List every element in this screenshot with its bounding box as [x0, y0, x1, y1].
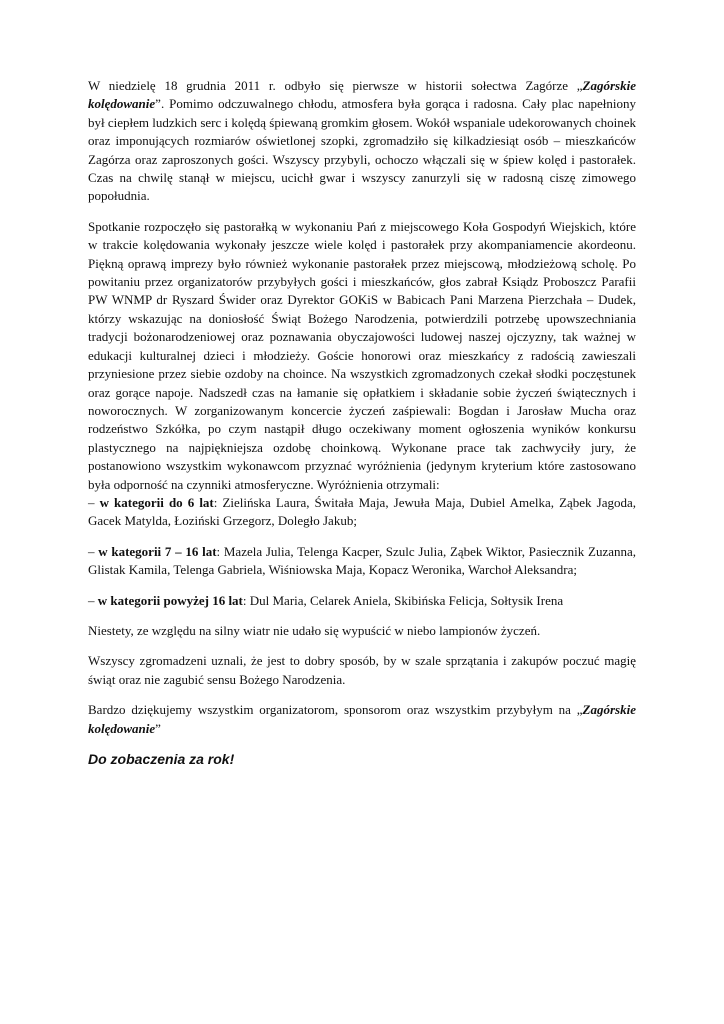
paragraph-thanks — [88, 701, 636, 738]
paragraph-lanterns: Niestety, ze względu na silny wiatr nie udało się wypuścić w niebo lampionów życzeń. — [88, 622, 541, 638]
category-under-6 — [88, 494, 636, 531]
category-dash: – — [88, 494, 100, 510]
closing-line: Do zobaczenia za rok! — [88, 751, 235, 767]
thanks-text: Bardzo dziękujemy wszystkim organizatorom, sponsorom oraz wszystkim przybyłym na „ — [88, 702, 583, 718]
category-names: : Dul Maria, Celarek Aniela, Skibińska Felicja, Sołtysik Irena — [242, 592, 564, 608]
paragraph-meeting: Spotkanie rozpoczęło się pastorałką w wykonaniu Pań z miejscowego Koła Gospodyń Wiejskich, które w trakcie kolędowania wykonały jeszcze wiele kolęd i pastorałek przy akompaniamencie akordeonu. Piękną oprawą imprezy było również wykonanie pastorałek przez miejscową, młodzieżową scholę. Po powitaniu przez organizatorów przybyłych gości i mieszkańców, głos zabrał Ksiądz Proboszcz Parafii PW WNMP dr Ryszard Świder oraz Dyrektor GOKiS w Babicach Pani Marzena Pierzchała – Dudek, którzy wskazując na doniosłość Świąt Bożego Narodzenia, potwierdzili potrzebę upowszechniania tradycji bożonarodzeniowej oraz poznawania obyczajowości ludowej naszej ojczyzny, tak ważnej w edukacji kulturalnej dzieci i młodzieży. Goście honorowi oraz mieszkańcy z radością zawieszali przyniesione przez siebie ozdoby na choince. Na wszystkich zgromadzonych czekał słodki poczęstunek oraz gorące napoje. Nadszedł czas na łamanie się opłatkiem i składanie sobie życzeń świątecznych i noworocznych. W zorganizowanym koncercie życzeń zaśpiewali: Bogdan i Jarosław Mucha oraz rodzeństwo Szkółka, po czym nastąpił długo oczekiwany moment ogłoszenia wyników konkursu plastycznego na najpiękniejsza ozdobę choinkową. Wykonane prace tak zachwyciły jury, że postanowiono wszystkim wykonawcom przyznać wyróżnienia (jedynym kryterium które zastosowano była odporność na czynniki atmosferyczne. Wyróżnienia otrzymali: — [88, 218, 636, 492]
event-name: Zagórskie kolędowanie — [88, 702, 636, 736]
intro-text-start: W niedzielę 18 grudnia 2011 r. odbyło się pierwsze w historii sołectwa Zagórze „ — [88, 78, 583, 93]
event-name: Zagórskie kolędowanie — [88, 78, 636, 112]
category-names: : Zielińska Laura, Świtała Maja, Jewuła Maja, Dubiel Amelka, Ząbek Jagoda, Gacek Matylda, Łoziński Grzegorz, Doległo Jakub; — [88, 494, 636, 529]
paragraph-intro — [88, 77, 636, 206]
category-names: : Mazela Julia, Telenga Kacper, Szulc Julia, Ząbek Wiktor, Pasiecznik Zuzanna, Glistak Kamila, Telenga Gabriela, Wiśniowska Maja, Kopacz Weronika, Warchoł Aleksandra; — [88, 543, 637, 578]
category-over-16 — [88, 592, 636, 610]
category-dash: – — [88, 543, 99, 559]
paragraph-magic: Wszyscy zgromadzeni uznali, że jest to dobry sposób, by w szale sprzątania i zakupów poczuć magię świąt oraz nie zagubić sensu Bożego Narodzenia. — [88, 653, 636, 687]
category-dash: – — [88, 592, 98, 608]
category-label: w kategorii do 6 lat — [99, 494, 214, 510]
category-label: w kategorii powyżej 16 lat — [97, 592, 243, 608]
intro-text-rest: ”. Pomimo odczuwalnego chłodu, atmosfera była gorąca i radosna. Cały plac napełniony był ciepłem ludzkich serc i kolędą śpiewaną gromkim głosem. Wokół wspaniale udekorowanych choinek oraz imponujących rozmiarów oświetlonej szopki, zgromadziło się kilkadziesiąt osób – mieszkańców Zagórza oraz zaproszonych gości. Wszyscy przybyli, ochoczo włączali się w śpiew kolęd i pastorałek. Czas na chwilę stanął w miejscu, ucichł gwar i wszyscy zanurzyli się w radosną ciszę zimowego popołudnia. — [88, 96, 636, 204]
category-label: w kategorii 7 – 16 lat — [98, 543, 217, 559]
thanks-quote-close: ” — [155, 720, 161, 736]
category-7-16 — [88, 543, 636, 580]
